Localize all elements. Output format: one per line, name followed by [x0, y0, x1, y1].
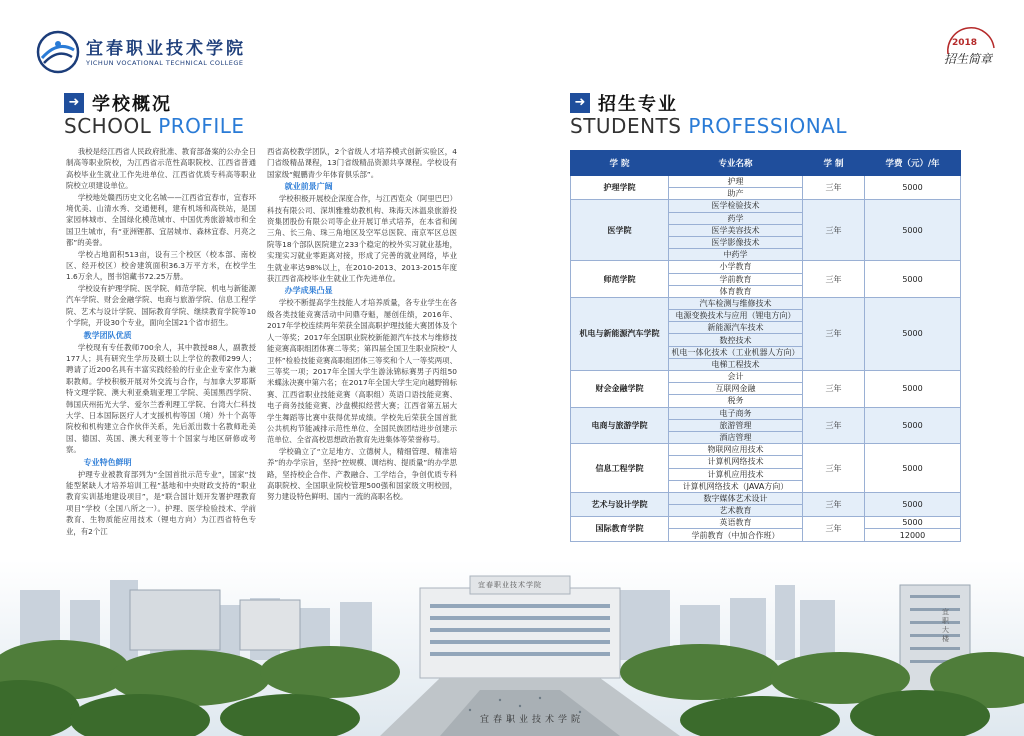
- college-logo: [36, 30, 246, 74]
- major-cell: 药学: [669, 212, 803, 224]
- side-sign: 宜职大楼: [942, 608, 949, 643]
- table-row: [571, 371, 961, 383]
- table-row: [571, 444, 961, 456]
- fee-cell: 5000: [865, 371, 961, 408]
- major-cell: 体育教育: [669, 285, 803, 297]
- arrow-right-icon: ➜: [570, 93, 590, 113]
- fee-cell: 5000: [865, 407, 961, 444]
- major-cell: 医学美容技术: [669, 224, 803, 236]
- duration-cell: 三年: [803, 517, 865, 541]
- paragraph: 学校占地面积513亩，设有三个校区（校本部、南校区、经开校区）校舍建筑面积36.3万平方米，在校学生1.6万余人，图书馆藏书72.25万册。: [66, 249, 256, 282]
- duration-cell: 三年: [803, 261, 865, 298]
- subheading: 专业特色鲜明: [83, 457, 132, 467]
- profile-column-2: [267, 146, 457, 503]
- stamp-title: 招生简章: [944, 52, 993, 66]
- duration-cell: 三年: [803, 371, 865, 408]
- college-cell: 财会金融学院: [571, 371, 669, 408]
- paragraph: 学校确立了“立足地方、立德树人，精细管理、精准培养”的办学宗旨，坚持“控规模、调结构、提质量”的办学思路，坚持校企合作、产教融合、工学结合，争创优质专科高职院校、全国职业院校管理500强和国家级文明校园，努力建设特色鲜明、国内一流的高职名校。: [267, 446, 457, 502]
- table-row: [571, 176, 961, 188]
- table-row: [571, 407, 961, 419]
- major-cell: 计算机应用技术: [669, 468, 803, 480]
- table-header-row: [571, 151, 961, 176]
- fee-cell: 5000: [865, 176, 961, 200]
- major-cell: 计算机网络技术（JAVA方向）: [669, 480, 803, 492]
- paragraph: 学校地处赣西历史文化名城——江西省宜春市，宜春环境优美、山清水秀、交通便利，建有机场和高铁站，是国家园林城市、全国绿化模范城市、中国优秀旅游城市和全国卫生城市，有“亚洲锂都、宜居城市、森林宜春、月亮之都”的美誉。: [66, 192, 256, 248]
- main-building: [420, 576, 620, 678]
- paragraph: 学校积极开展校企深度合作，与江西览众（阿里巴巴）科技有限公司、深圳雅雅幼教机构、珠海天沐温泉旅游投资集团股份有限公司等企业开展订单式培养，在本省和闽三角、长三角、珠三角地区及空军总医院、南京军区总医院等18个部队医院建立233个稳定的校外实习就业基地，实现实习就业零距离对接，形成了完善的就业网络，毕业生就业率达98%以上，在2010-2013、2013-2015年度获江西省高校毕业生就业工作先进单位。: [267, 194, 457, 284]
- school-profile-en-a: SCHOOL: [64, 114, 152, 138]
- major-cell: 数字媒体艺术设计: [669, 492, 803, 504]
- school-profile-en: [64, 114, 245, 138]
- school-profile-heading: [64, 90, 172, 116]
- major-cell: 医学影像技术: [669, 236, 803, 248]
- college-cell: 电商与旅游学院: [571, 407, 669, 444]
- header-major: 专业名称: [669, 151, 803, 176]
- majors-heading: [570, 90, 678, 116]
- header-duration: 学 制: [803, 151, 865, 176]
- majors-en-b: PROFESSIONAL: [688, 114, 847, 138]
- school-profile-title: 学校概况: [92, 94, 172, 115]
- major-cell: 艺术教育: [669, 505, 803, 517]
- fee-cell: 5000: [865, 297, 961, 370]
- major-cell: 汽车检测与维修技术: [669, 297, 803, 309]
- fee-cell: 5000: [865, 492, 961, 516]
- header-fee: 学费（元）/年: [865, 151, 961, 176]
- paragraph: 西省高校教学团队，2个省级人才培养模式创新实验区，4门省级精品课程，13门省级精品资源共享课程。学校设有国家级“鲲鹏青少年体育俱乐部”。: [267, 147, 457, 179]
- subheading: 办学成果凸显: [284, 286, 333, 296]
- college-cell: 艺术与设计学院: [571, 492, 669, 516]
- paragraph: 学校现有专任教师700余人，其中教授88人，副教授177人；具有研究生学历及硕士以上学位的教师299人；聘请了近200名具有丰富实践经验的行业企业专家作为兼职教师。学校积极开展对外交流与合作，与加拿大罗耶斯特文理学院、澳大利亚桑瑞亚理工学院、美国黑西学院、韩国庆州拓光大学、爱尔兰香利理工学院、台湾大仁科技大学、日本国际医疗人才支援机构等国（境）外十个高等院校和机构建立合作伙伴关系，先后派出数十名教师赴美国、德国、英国、澳大利亚等十个国家与地区研修或考察。: [66, 342, 256, 455]
- table-row: [571, 200, 961, 212]
- paragraph: 学校不断提高学生技能人才培养质量，各专业学生在各级各类技能竞赛活动中问鼎夺魁，屡创佳绩，2016年、2017年学校连续两年荣获全国高职护理技能大赛团体及个人一等奖；2017年全国职业院校新能源汽车技术与维修技能竞赛高职组团体赛二等奖；第四届全国卫生职业院校“人卫杯”检验技能竞赛高职组团体三等奖和个人一等奖两项、三等奖一项；2017年全国大学生游泳锦标赛男子丙组50米蝶泳决赛中第六名；在2017年全国大学生定向越野锦标赛、江西省职业技能竞赛（高职组）英语口语技能竞赛、电子商务技能竞赛、沙盘模拟经营大赛；江西省第五届大学生舞蹈等比赛中获得优异成绩。学校先后荣获全国首批公共机构节能减排示范性单位、全国民族团结进步创建示范单位、全省高校思想政治教育先进集体等荣誉称号。: [267, 298, 457, 445]
- major-cell: 计算机网络技术: [669, 456, 803, 468]
- major-cell: 会计: [669, 371, 803, 383]
- logo-english-name: YICHUN VOCATIONAL TECHNICAL COLLEGE: [86, 59, 244, 67]
- fee-cell: 12000: [865, 529, 961, 541]
- college-emblem-icon: [36, 30, 80, 74]
- duration-cell: 三年: [803, 200, 865, 261]
- subheading: 教学团队优质: [83, 330, 132, 340]
- fee-cell: 5000: [865, 261, 961, 298]
- major-cell: 护理: [669, 176, 803, 188]
- paragraph: 护理专业被教育部列为“全国首批示范专业”，国家“技能型紧缺人才培养培训工程”基地和中央财政支持的“职业教育实训基地建设项目”，是“联合国计划开发署护理教育项目”学校（全国八所之一）。护理、医学检验技术、学前教育、生物质能应用技术（锂电方向）为江西省特色专业，有2个江: [66, 469, 256, 536]
- college-cell: 国际教育学院: [571, 517, 669, 541]
- logo-chinese-name: 宜春职业技术学院: [86, 39, 246, 59]
- major-cell: 助产: [669, 188, 803, 200]
- major-cell: 小学教育: [669, 261, 803, 273]
- major-cell: 互联网金融: [669, 383, 803, 395]
- profile-column-1: [66, 146, 256, 537]
- major-cell: 新能源汽车技术: [669, 322, 803, 334]
- college-cell: 信息工程学院: [571, 444, 669, 493]
- fee-cell: 5000: [865, 517, 961, 529]
- major-cell: 医学检验技术: [669, 200, 803, 212]
- building-sign: 宜春职业技术学院: [478, 581, 542, 589]
- major-cell: 电子商务: [669, 407, 803, 419]
- college-cell: 医学院: [571, 200, 669, 261]
- major-cell: 电源变换技术与应用（锂电方向）: [669, 310, 803, 322]
- fee-cell: 5000: [865, 200, 961, 261]
- table-row: [571, 517, 961, 529]
- table-row: [571, 261, 961, 273]
- major-cell: 税务: [669, 395, 803, 407]
- duration-cell: 三年: [803, 176, 865, 200]
- duration-cell: 三年: [803, 444, 865, 493]
- duration-cell: 三年: [803, 492, 865, 516]
- major-cell: 机电一体化技术（工业机器人方向）: [669, 346, 803, 358]
- table-row: [571, 492, 961, 504]
- major-cell: 数控技术: [669, 334, 803, 346]
- major-cell: 中药学: [669, 249, 803, 261]
- major-cell: 物联网应用技术: [669, 444, 803, 456]
- majors-en: [570, 114, 847, 138]
- major-cell: 英语教育: [669, 517, 803, 529]
- college-cell: 护理学院: [571, 176, 669, 200]
- major-cell: 学前教育: [669, 273, 803, 285]
- table-row: [571, 297, 961, 309]
- admission-stamp: [940, 24, 1002, 76]
- duration-cell: 三年: [803, 407, 865, 444]
- major-cell: 旅游管理: [669, 419, 803, 431]
- paragraph: 学校设有护理学院、医学院、师范学院、机电与新能源汽车学院、财会金融学院、电商与旅游学院、信息工程学院、艺术与设计学院、国际教育学院、继续教育学院等10个学院，开设30个专业，面向全国21个省市招生。: [66, 283, 256, 328]
- plaza-engraving: 宜春职业技术学院: [480, 715, 585, 725]
- header-college: 学 院: [571, 151, 669, 176]
- college-cell: 机电与新能源汽车学院: [571, 297, 669, 370]
- college-cell: 师范学院: [571, 261, 669, 298]
- school-profile-en-b: PROFILE: [158, 114, 245, 138]
- major-cell: 酒店管理: [669, 431, 803, 443]
- majors-en-a: STUDENTS: [570, 114, 682, 138]
- arrow-right-icon: ➜: [64, 93, 84, 113]
- subheading: 就业前景广阔: [284, 182, 333, 192]
- majors-title: 招生专业: [598, 94, 678, 115]
- major-cell: 电梯工程技术: [669, 358, 803, 370]
- majors-table: [570, 150, 961, 542]
- stamp-year: 2018: [952, 38, 978, 48]
- fee-cell: 5000: [865, 444, 961, 493]
- paragraph: 我校是经江西省人民政府批准、教育部备案的公办全日制高等职业院校，为江西省示范性高职院校、江西省普通高校毕业生就业工作先进单位、江西省优质专科高等职业院校立项建设单位。: [66, 147, 256, 191]
- duration-cell: 三年: [803, 297, 865, 370]
- major-cell: 学前教育（中加合作班）: [669, 529, 803, 541]
